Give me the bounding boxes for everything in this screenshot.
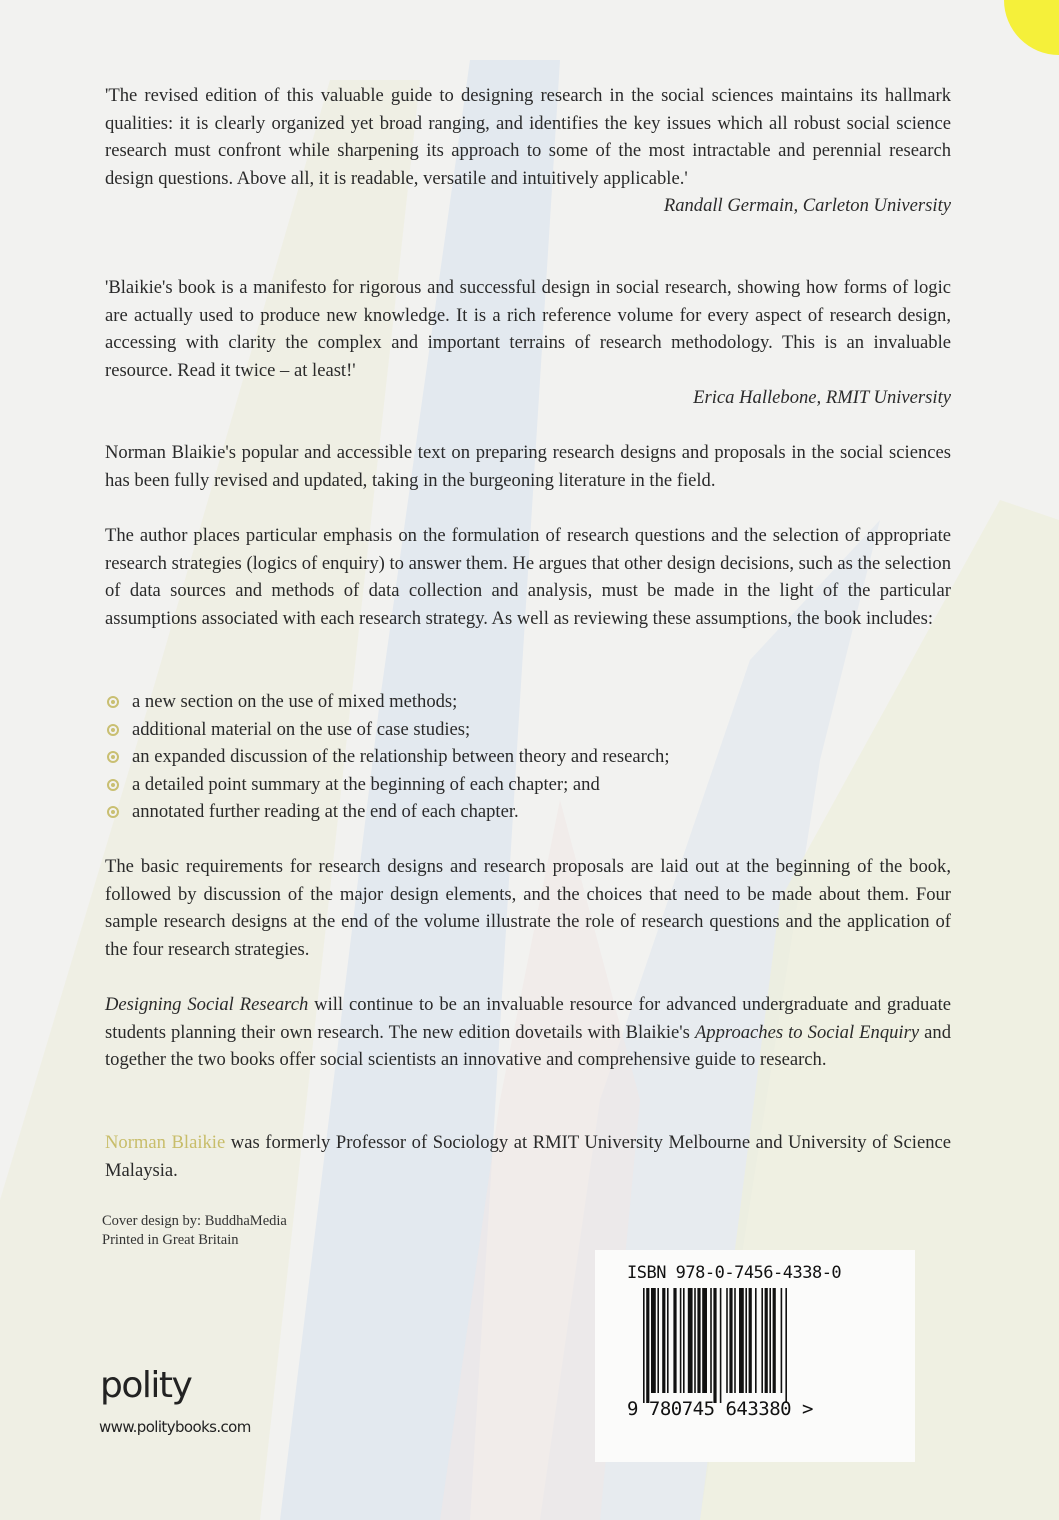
barcode-bar: [765, 1288, 768, 1393]
barcode-bar: [761, 1288, 763, 1393]
barcode-bar: [726, 1288, 728, 1393]
barcode-bar: [710, 1288, 712, 1393]
barcode-bar: [729, 1288, 732, 1393]
barcode-bar: [688, 1288, 693, 1393]
quote-text: 'The revised edition of this valuable guide to designing research in the social sciences maintains its hallmark qualities: it is clearly organized yet broad ranging, and identifies the key issues which all robust social science research must confront while sharpening its approach to some of the most intractable and perennial research design questions. Above all, it is readable, versatile and intuitively applicable.': [105, 85, 951, 189]
bullet-icon: [107, 696, 119, 708]
barcode-bar: [694, 1288, 696, 1393]
requirements-paragraph: The basic requirements for research designs and research proposals are laid out at the beginning of the book, followed by discussion of the major design elements, and the choices that need to be made about them. Four sample research designs at the end of the volume illustrate the role of research questions and the application of the four research strategies.: [105, 856, 951, 960]
barcode-bar: [643, 1288, 645, 1403]
barcode-bar: [683, 1288, 685, 1393]
barcode-bar: [646, 1288, 649, 1403]
barcode-bars: [643, 1288, 838, 1403]
barcode-bar: [702, 1288, 707, 1393]
list-item: an expanded discussion of the relationship between theory and research;: [105, 743, 951, 771]
features-list: [105, 688, 951, 826]
isbn-barcode-box: [595, 1250, 915, 1462]
intro-paragraph: Norman Blaikie's popular and accessible text on preparing research designs and proposals in the social sciences has been fully revised and updated, taking in the burgeoning literature in the field.: [105, 442, 951, 491]
publisher-url: www.politybooks.com: [99, 1418, 251, 1436]
barcode-bar: [651, 1288, 656, 1393]
emphasis-paragraph: The author places particular emphasis on the formulation of research questions and the selection of appropriate research strategies (logics of enquiry) to answer them. He argues that other design decisions, such as the selection of data sources and methods of data collection and analysis, must be made in the light of the particular assumptions associated with each research strategy. As well as reviewing these assumptions, the book includes:: [105, 525, 951, 629]
barcode-bar: [680, 1288, 682, 1393]
closing-paragraph: Designing Social Research will continue to be an invaluable resource for advanced undergraduate and graduate students planning their own research. The new edition dovetails with Blaikie's Approaches to Social Enquiry and together the two books offer social scientists an innovative and comprehensive guide to research.: [105, 994, 951, 1071]
publisher-logo: polity: [100, 1365, 192, 1406]
barcode-bar: [720, 1288, 722, 1403]
barcode-digits: 9 780745 643380 >: [627, 1398, 813, 1420]
list-item: a detailed point summary at the beginning of each chapter; and: [105, 771, 951, 799]
printed-credit: Printed in Great Britain: [102, 1232, 239, 1248]
bullet-icon: [107, 779, 119, 791]
isbn-text: ISBN 978-0-7456-4338-0: [627, 1263, 842, 1283]
barcode-bar: [673, 1288, 676, 1393]
barcode-bar: [662, 1288, 665, 1393]
barcode-bar: [657, 1288, 659, 1393]
bullet-icon: [107, 724, 119, 736]
list-item: additional material on the use of case studies;: [105, 716, 951, 744]
corner-yellow-shape: [1004, 0, 1059, 55]
barcode-bar: [749, 1288, 752, 1393]
barcode-bar: [745, 1288, 747, 1393]
list-item: a new section on the use of mixed methods;: [105, 688, 951, 716]
author-name: Norman Blaikie: [105, 1132, 226, 1153]
barcode-bar: [781, 1288, 783, 1393]
review-quote-1: [105, 82, 951, 220]
barcode-bar: [785, 1288, 787, 1403]
bullet-icon: [107, 751, 119, 763]
barcode-bar: [734, 1288, 736, 1393]
bullet-icon: [107, 806, 119, 818]
barcode-bar: [769, 1288, 771, 1393]
barcode-bar: [713, 1288, 716, 1403]
cover-design-credit: Cover design by: BuddhaMedia: [102, 1213, 287, 1229]
list-item: annotated further reading at the end of each chapter.: [105, 798, 951, 826]
barcode-bar: [739, 1288, 744, 1393]
barcode-bar: [773, 1288, 776, 1393]
barcode-bar: [755, 1288, 757, 1393]
quote-attribution: Randall Germain, Carleton University: [663, 195, 951, 217]
quote-attribution: Erica Hallebone, RMIT University: [693, 387, 951, 409]
barcode-bar: [697, 1288, 700, 1393]
review-quote-2: [105, 274, 951, 412]
barcode-bar: [667, 1288, 669, 1393]
quote-text: 'Blaikie's book is a manifesto for rigorous and successful design in social research, showing how forms of logic are actually used to produce new knowledge. It is a rich reference volume for every aspect of research design, accessing with clarity the complex and important terrains of research methodology. This is an invaluable resource. Read it twice – at least!': [105, 277, 951, 381]
author-bio: Norman Blaikie was formerly Professor of Sociology at RMIT University Melbourne and University of Science Malaysia.: [105, 1132, 951, 1181]
credits: [102, 1212, 287, 1250]
